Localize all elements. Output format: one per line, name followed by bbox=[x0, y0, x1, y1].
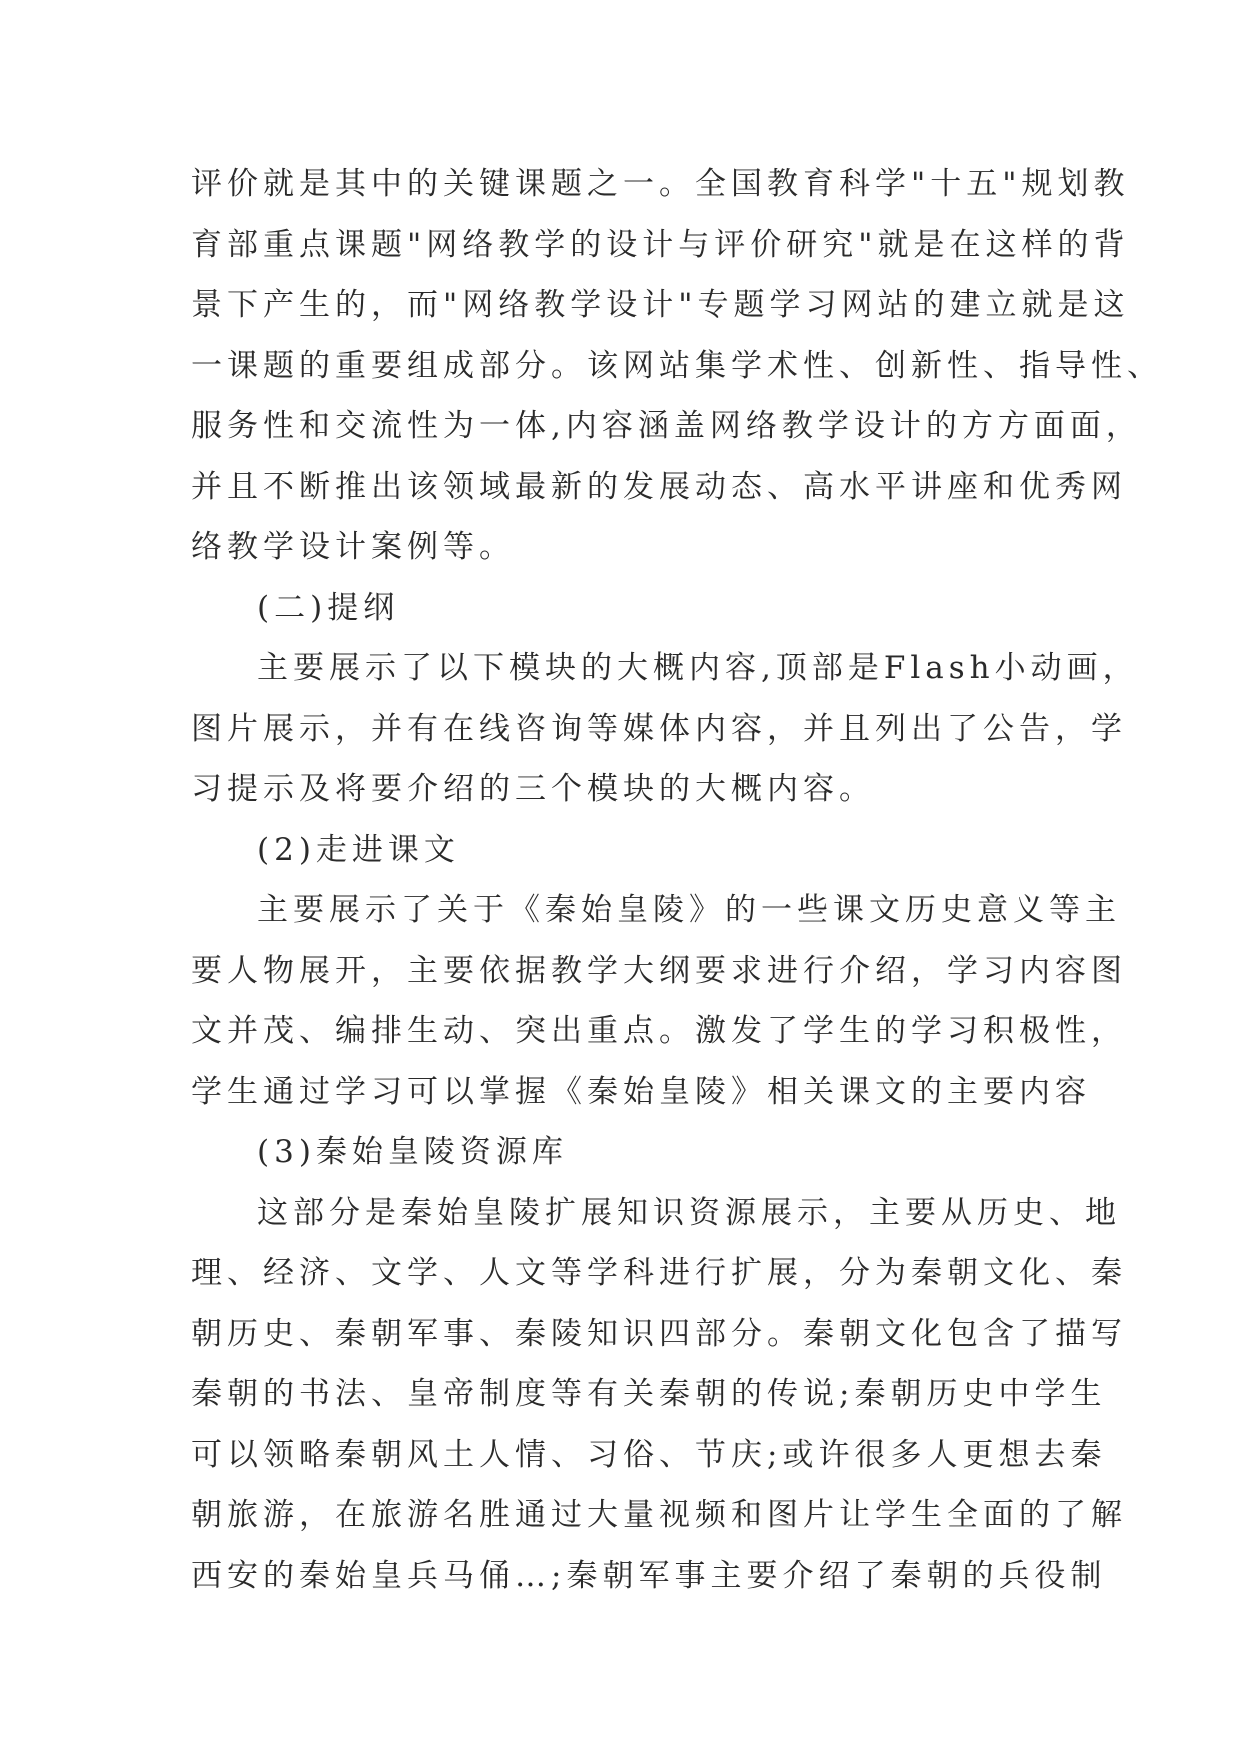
text-line: 评价就是其中的关键课题之一。全国教育科学"十五"规划教 bbox=[191, 166, 1130, 202]
text-line: 秦朝的书法、皇帝制度等有关秦朝的传说;秦朝历史中学生 bbox=[191, 1376, 1107, 1412]
section-heading: (3)秦始皇陵资源库 bbox=[257, 1134, 568, 1170]
text-line: 西安的秦始皇兵马俑…;秦朝军事主要介绍了秦朝的兵役制 bbox=[191, 1557, 1107, 1594]
text-line: 并且不断推出该领域最新的发展动态、高水平讲座和优秀网 bbox=[191, 468, 1127, 505]
text-line: 主要展示了关于《秦始皇陵》的一些课文历史意义等主 bbox=[257, 892, 1121, 928]
text-line: 可以领略秦朝风土人情、习俗、节庆;或许很多人更想去秦 bbox=[191, 1436, 1107, 1473]
text-line: 育部重点课题"网络教学的设计与评价研究"就是在这样的背 bbox=[191, 226, 1130, 263]
body-text bbox=[191, 154, 1163, 1606]
text-line: 服务性和交流性为一体,内容涵盖网络教学设计的方方面面， bbox=[191, 408, 1142, 444]
text-line: 这部分是秦始皇陵扩展知识资源展示，主要从历史、地 bbox=[257, 1194, 1121, 1231]
section-heading: (二)提纲 bbox=[257, 589, 400, 626]
text-line: 学生通过学习可以掌握《秦始皇陵》相关课文的主要内容 bbox=[191, 1073, 1091, 1110]
text-line: 习提示及将要介绍的三个模块的大概内容。 bbox=[191, 771, 875, 807]
text-line: 络教学设计案例等。 bbox=[191, 529, 515, 565]
text-line: 理、经济、文学、人文等学科进行扩展，分为秦朝文化、秦 bbox=[191, 1255, 1127, 1291]
text-line: 主要展示了以下模块的大概内容,顶部是Flash小动画， bbox=[257, 650, 1139, 686]
section-heading: (2)走进课文 bbox=[257, 831, 460, 868]
text-line: 文并茂、编排生动、突出重点。激发了学生的学习积极性， bbox=[191, 1013, 1127, 1049]
text-line: 朝历史、秦朝军事、秦陵知识四部分。秦朝文化包含了描写 bbox=[191, 1315, 1127, 1352]
text-line: 图片展示，并有在线咨询等媒体内容，并且列出了公告，学 bbox=[191, 710, 1127, 747]
text-line: 朝旅游，在旅游名胜通过大量视频和图片让学生全面的了解 bbox=[191, 1497, 1127, 1533]
text-line: 一课题的重要组成部分。该网站集学术性、创新性、指导性、 bbox=[191, 347, 1163, 384]
text-line: 要人物展开，主要依据教学大纲要求进行介绍，学习内容图 bbox=[191, 952, 1127, 989]
text-line: 景下产生的，而"网络教学设计"专题学习网站的建立就是这 bbox=[191, 287, 1130, 323]
